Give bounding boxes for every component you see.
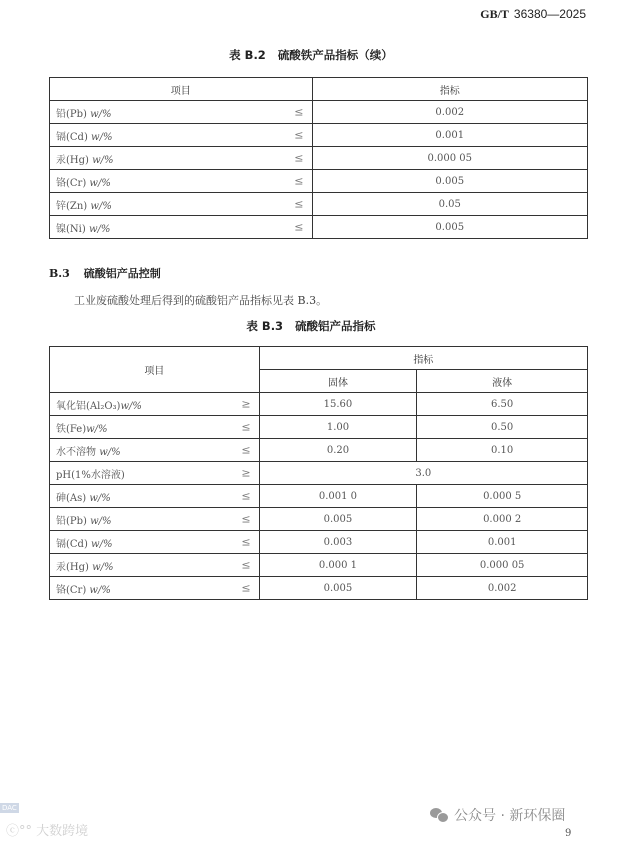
limit-symbol: ≤ <box>241 489 251 503</box>
solid-value: 0.000 1 <box>259 554 417 577</box>
table-row <box>50 170 588 193</box>
table-row <box>50 577 588 600</box>
header-value: 指标 <box>259 347 587 370</box>
solid-value: 0.001 0 <box>259 485 417 508</box>
table-row <box>50 554 588 577</box>
liquid-value: 0.001 <box>417 531 588 554</box>
table-row <box>50 508 588 531</box>
watermark-brand: ⓒ°° 大数跨境 <box>6 824 89 839</box>
solid-value: 15.60 <box>259 393 417 416</box>
limit-symbol: ≤ <box>294 174 304 188</box>
liquid-value: 0.000 05 <box>417 554 588 577</box>
item-cell: 铁(Fe)w/% ≤ <box>50 416 260 439</box>
table-header-row <box>50 347 588 370</box>
standard-code <box>480 7 586 22</box>
watermark-right <box>430 805 565 825</box>
solid-value: 0.005 <box>259 577 417 600</box>
wechat-icon <box>430 808 448 822</box>
table-row <box>50 416 588 439</box>
table-b3-caption <box>0 318 622 334</box>
watermark-account: 公众号 · 新环保圈 <box>454 808 566 824</box>
limit-symbol: ≤ <box>294 151 304 165</box>
limit-symbol: ≤ <box>241 581 251 595</box>
limit-symbol: ≤ <box>241 535 251 549</box>
limit-symbol: ≤ <box>294 128 304 142</box>
item-cell: 铬(Cr) w/% ≤ <box>50 170 313 193</box>
solid-value: 0.003 <box>259 531 417 554</box>
limit-symbol: ≥ <box>241 397 251 411</box>
solid-value: 0.005 <box>259 508 417 531</box>
item-cell: 铅(Pb) w/% ≤ <box>50 101 313 124</box>
standard-number: 36380—2025 <box>513 7 586 21</box>
table-row <box>50 393 588 416</box>
item-cell: 铬(Cr) w/% ≤ <box>50 577 260 600</box>
solid-value: 0.20 <box>259 439 417 462</box>
item-cell: 砷(As) w/% ≤ <box>50 485 260 508</box>
table-header-row <box>50 78 588 101</box>
header-liquid: 液体 <box>417 370 588 393</box>
table-row <box>50 439 588 462</box>
value-cell: 0.000 05 <box>312 147 588 170</box>
item-cell: 镍(Ni) w/% ≤ <box>50 216 313 239</box>
header-item: 项目 <box>50 347 260 393</box>
limit-symbol: ≤ <box>294 197 304 211</box>
value-cell: 0.002 <box>312 101 588 124</box>
header-value: 指标 <box>312 78 588 101</box>
table-b2 <box>49 77 588 239</box>
table-b3 <box>49 346 588 600</box>
liquid-value: 0.50 <box>417 416 588 439</box>
item-cell: pH(1%水溶液) ≥ <box>50 462 260 485</box>
table-b3-title: 硫酸铝产品指标 <box>295 319 376 333</box>
liquid-value: 6.50 <box>417 393 588 416</box>
item-cell: 镉(Cd) w/% ≤ <box>50 531 260 554</box>
limit-symbol: ≤ <box>241 512 251 526</box>
table-row <box>50 531 588 554</box>
liquid-value: 0.000 5 <box>417 485 588 508</box>
table-b3-label: 表 B.3 <box>246 319 284 333</box>
limit-symbol: ≤ <box>241 443 251 457</box>
item-cell: 锌(Zn) w/% ≤ <box>50 193 313 216</box>
header-solid: 固体 <box>259 370 417 393</box>
value-cell: 0.001 <box>312 124 588 147</box>
liquid-value: 0.002 <box>417 577 588 600</box>
table-b2-caption <box>0 47 622 63</box>
item-cell: 镉(Cd) w/% ≤ <box>50 124 313 147</box>
table-row <box>50 462 588 485</box>
table-row <box>50 124 588 147</box>
limit-symbol: ≤ <box>294 220 304 234</box>
table-row <box>50 101 588 124</box>
value-cell: 0.005 <box>312 170 588 193</box>
section-paragraph: 工业废硫酸处理后得到的硫酸铝产品指标见表 B.3。 <box>74 294 328 307</box>
header-item: 项目 <box>50 78 313 101</box>
value-cell: 0.05 <box>312 193 588 216</box>
item-cell: 汞(Hg) w/% ≤ <box>50 554 260 577</box>
watermark-tag: DAC <box>2 804 17 812</box>
item-cell: 水不溶物 w/% ≤ <box>50 439 260 462</box>
table-b2-title: 硫酸铁产品指标（续） <box>277 48 393 62</box>
table-row <box>50 147 588 170</box>
section-heading <box>49 265 161 281</box>
item-cell: 氧化铝(Al₂O₃)w/% ≥ <box>50 393 260 416</box>
value-cell: 0.005 <box>312 216 588 239</box>
limit-symbol: ≤ <box>241 420 251 434</box>
section-number: B.3 <box>49 267 70 280</box>
section-title: 硫酸铝产品控制 <box>83 267 161 280</box>
table-b2-label: 表 B.2 <box>229 48 266 62</box>
watermark-left <box>0 800 89 839</box>
table-row <box>50 485 588 508</box>
table-row <box>50 193 588 216</box>
table-row <box>50 216 588 239</box>
merged-value: 3.0 <box>259 462 587 485</box>
liquid-value: 0.000 2 <box>417 508 588 531</box>
solid-value: 1.00 <box>259 416 417 439</box>
item-cell: 铅(Pb) w/% ≤ <box>50 508 260 531</box>
brand-logo-icon: ⓒ°° <box>6 824 33 839</box>
page-number: 9 <box>565 828 572 839</box>
liquid-value: 0.10 <box>417 439 588 462</box>
limit-symbol: ≤ <box>294 105 304 119</box>
limit-symbol: ≤ <box>241 558 251 572</box>
limit-symbol: ≥ <box>241 466 251 480</box>
standard-prefix: GB/T <box>480 7 509 21</box>
item-cell: 汞(Hg) w/% ≤ <box>50 147 313 170</box>
